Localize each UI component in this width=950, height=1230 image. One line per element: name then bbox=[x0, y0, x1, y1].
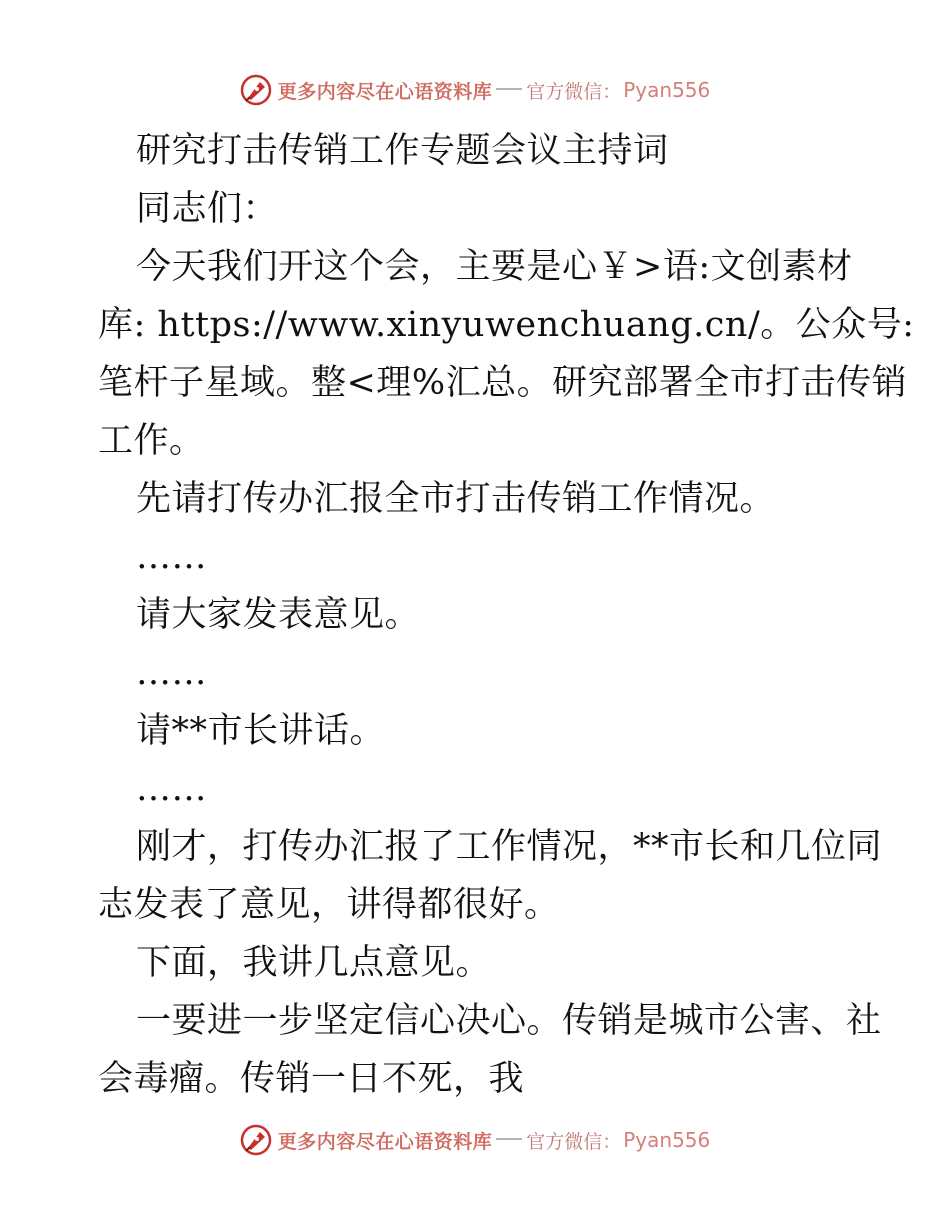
paragraph-line: 先请打传办汇报全市打击传销工作情况。 bbox=[136, 479, 776, 519]
paragraph-line: 下面，我讲几点意见。 bbox=[136, 943, 492, 983]
footer-banner bbox=[0, 1120, 950, 1160]
banner-wechat-label: 官方微信： bbox=[526, 80, 622, 103]
paragraph-line: 请大家发表意见。 bbox=[136, 595, 421, 635]
ellipsis-line: …… bbox=[136, 537, 207, 577]
pen-nib-icon bbox=[240, 1124, 272, 1156]
ellipsis-line: …… bbox=[136, 653, 207, 693]
banner-separator bbox=[496, 88, 522, 90]
banner-wechat-id: Pyan556 bbox=[623, 1128, 711, 1152]
paragraph-line: 工作。 bbox=[98, 421, 205, 461]
banner-separator bbox=[496, 1138, 522, 1140]
paragraph-line: 一要进一步坚定信心决心。传销是城市公害、社 bbox=[136, 1001, 882, 1041]
document-title: 研究打击传销工作专题会议主持词 bbox=[136, 131, 669, 171]
paragraph-line: 今天我们开这个会，主要是心￥>语:文创素材 bbox=[136, 247, 853, 287]
paragraph-line: 请**市长讲话。 bbox=[136, 711, 386, 751]
pen-nib-icon bbox=[240, 74, 272, 106]
banner-title: 更多内容尽在心语资料库 bbox=[277, 80, 493, 103]
paragraph-line: 会毒瘤。传销一日不死，我 bbox=[98, 1059, 525, 1099]
ellipsis-line: …… bbox=[136, 769, 207, 809]
document-body bbox=[98, 122, 915, 1108]
paragraph-line: 笔杆子星域。整<理%汇总。研究部署全市打击传销 bbox=[98, 363, 908, 403]
banner-wechat-id: Pyan556 bbox=[623, 78, 711, 102]
salutation: 同志们： bbox=[136, 189, 279, 229]
banner-wechat-label: 官方微信： bbox=[526, 1130, 622, 1153]
paragraph-line: 刚才，打传办汇报了工作情况，**市长和几位同 bbox=[136, 827, 883, 867]
paragraph-line: 志发表了意见，讲得都很好。 bbox=[98, 885, 560, 925]
header-banner bbox=[0, 70, 950, 110]
banner-title: 更多内容尽在心语资料库 bbox=[277, 1130, 493, 1153]
paragraph-line: 库: https://www.xinyuwenchuang.cn/。公众号: bbox=[98, 305, 915, 345]
